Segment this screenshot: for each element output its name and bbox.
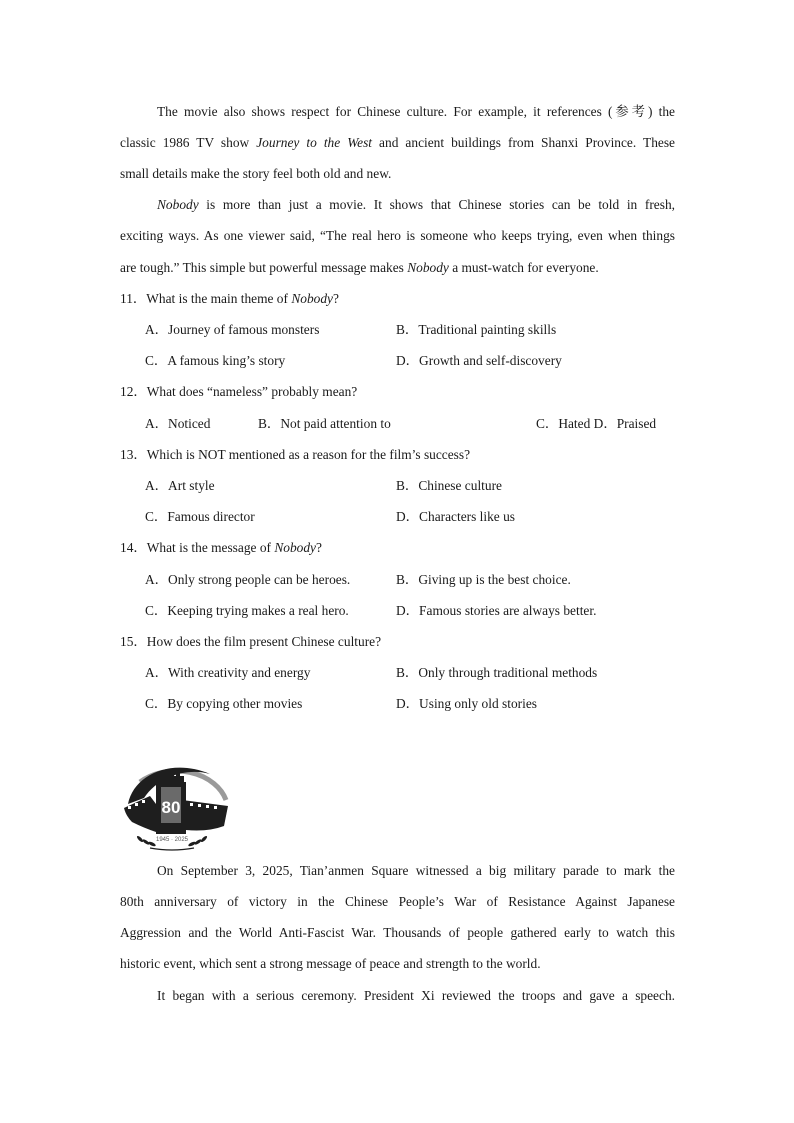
q14-option-a: A．Only strong people can be heroes. [145, 572, 351, 587]
passage2-p1-line1: On September 3, 2025, Tian’anmen Square witnessed a big military parade to mark the [157, 863, 675, 878]
passage2-p2-line1: It began with a serious ceremony. President Xi reviewed the troops and gave a speech. [157, 988, 675, 1003]
text: and ancient buildings from Shanxi Province. These [372, 135, 675, 150]
q13-option-c: C．Famous director [145, 509, 255, 524]
film-title: Nobody [274, 540, 316, 555]
q11-option-d: D．Growth and self-discovery [396, 353, 562, 368]
passage1-p2-line3 [120, 258, 675, 278]
text: classic 1986 TV show [120, 135, 257, 150]
passage1-p1-line3: small details make the story feel both old and new. [120, 166, 392, 181]
text: ? [315, 540, 322, 555]
question-13-stem: 13．Which is NOT mentioned as a reason for the film’s success? [120, 447, 471, 462]
tv-show-title: Journey to the West [256, 135, 373, 150]
q14-option-b: B．Giving up is the best choice. [396, 572, 571, 587]
film-title: Nobody [291, 291, 333, 306]
q12-option-a: A．Noticed [145, 416, 211, 431]
question-11-stem [120, 289, 339, 309]
passage2-p1-line2: 80th anniversary of victory in the Chinese People’s War of Resistance Against Japanese [120, 894, 675, 909]
text: ? [332, 291, 339, 306]
q13-option-b: B．Chinese culture [396, 478, 502, 493]
passage2-p1-line4: historic event, which sent a strong message of peace and strength to the world. [120, 956, 541, 971]
question-12-stem: 12．What does “nameless” probably mean? [120, 384, 358, 399]
question-14-stem [120, 538, 322, 558]
q15-option-c: C．By copying other movies [145, 696, 303, 711]
q12-option-b: B．Not paid attention to [258, 416, 391, 431]
passage2-p1-line3: Aggression and the World Anti-Fascist War. Thousands of people gathered early to watch this [120, 925, 675, 940]
anniversary-80-logo-icon [120, 752, 232, 852]
q15-option-a: A．With creativity and energy [145, 665, 311, 680]
text: is more than just a movie. It shows that Chinese stories can be told in fresh, [198, 197, 675, 212]
film-title: Nobody [407, 260, 449, 275]
q14-option-c: C．Keeping trying makes a real hero. [145, 603, 349, 618]
text: a must-watch for everyone. [448, 260, 599, 275]
text: are tough.” This simple but powerful message makes [120, 260, 408, 275]
question-15-stem: 15．How does the film present Chinese culture? [120, 634, 382, 649]
q12-option-c-d: C．Hated D．Praised [536, 416, 657, 431]
q15-option-b: B．Only through traditional methods [396, 665, 598, 680]
passage1-p2-line1 [157, 195, 675, 215]
q11-option-c: C．A famous king’s story [145, 353, 286, 368]
passage1-p1-line2 [120, 133, 675, 153]
film-title: Nobody [157, 197, 199, 212]
text: 11．What is the main theme of [120, 291, 292, 306]
passage1-p1-line1: The movie also shows respect for Chinese culture. For example, it references (参考) the [157, 104, 675, 119]
q14-option-d: D．Famous stories are always better. [396, 603, 597, 618]
q13-option-a: A．Art style [145, 478, 215, 493]
q15-option-d: D．Using only old stories [396, 696, 537, 711]
text: 14．What is the message of [120, 540, 275, 555]
q13-option-d: D．Characters like us [396, 509, 515, 524]
wall-right-icon [182, 800, 228, 831]
q11-option-a: A．Journey of famous monsters [145, 322, 320, 337]
q11-option-b: B．Traditional painting skills [396, 322, 557, 337]
logo-years: 1945 · 2025 [155, 837, 189, 843]
logo-number: 80 [161, 798, 181, 817]
passage1-p2-line2: exciting ways. As one viewer said, “The real hero is someone who keeps trying, even when things [120, 228, 675, 243]
